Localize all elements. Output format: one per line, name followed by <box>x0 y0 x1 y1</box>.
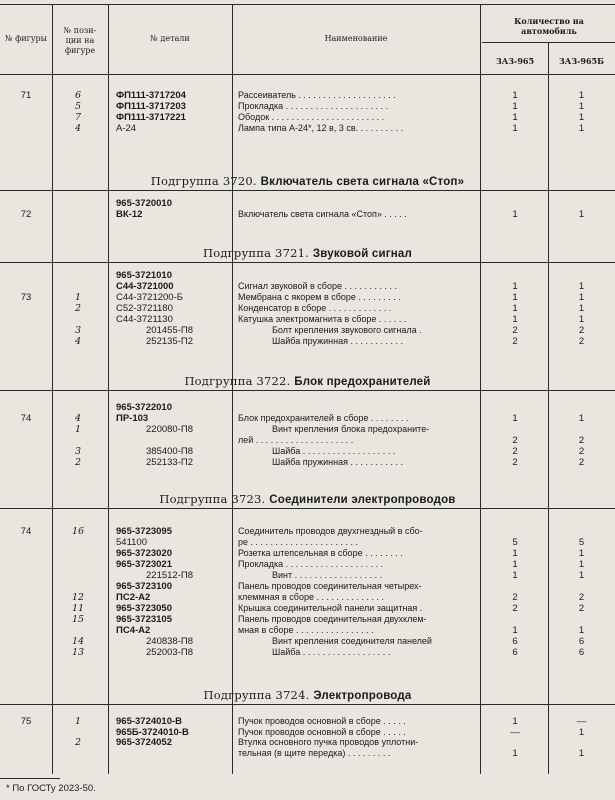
position-number: 1 <box>74 716 82 727</box>
header-pos: № пози-ции на фигуре <box>63 26 97 55</box>
qty-zaz-965b: 6 <box>578 647 585 658</box>
part-name: Катушка электромагнита в сборе . . . . . . <box>238 314 407 324</box>
figure-number: 74 <box>20 413 32 424</box>
section-rule <box>0 390 615 391</box>
header-fig: № фигуры <box>4 34 48 43</box>
table-row <box>0 446 615 457</box>
table-row <box>0 748 615 759</box>
qty-zaz-965b: 1 <box>578 303 585 314</box>
subgroup-number: Подгруппа 3724. <box>203 688 314 702</box>
figure-number: 71 <box>20 90 32 101</box>
qty-zaz-965: 2 <box>512 592 518 603</box>
qty-zaz-965: 1 <box>512 413 518 424</box>
qty-zaz-965b: — <box>576 716 587 727</box>
position-number: 3 <box>74 325 82 336</box>
subgroup-title <box>0 246 615 260</box>
part-number: 252135-П2 <box>146 336 193 347</box>
qty-zaz-965: 1 <box>512 112 518 123</box>
qty-zaz-965b: 2 <box>578 325 585 336</box>
position-number: 6 <box>74 90 82 101</box>
table-row <box>0 592 615 603</box>
table-row <box>0 614 615 625</box>
header-model-2: ЗАЗ-965Б <box>559 56 604 66</box>
header-part: № детали <box>150 34 190 43</box>
table-row <box>0 90 615 101</box>
qty-zaz-965b: 1 <box>578 101 585 112</box>
part-number: 221512-П8 <box>146 570 193 581</box>
table-row <box>0 537 615 548</box>
table-row <box>0 581 615 592</box>
qty-zaz-965b: 1 <box>578 281 585 292</box>
part-number: ПС2-А2 <box>116 592 151 603</box>
part-number: ФП111-3717221 <box>116 112 186 123</box>
qty-zaz-965b: 2 <box>578 457 585 468</box>
table-row <box>0 526 615 537</box>
position-number: 2 <box>74 737 82 748</box>
table-row <box>0 270 615 281</box>
part-number: 965-3723095 <box>116 526 172 537</box>
qty-zaz-965b: 1 <box>578 570 585 581</box>
position-number: 16 <box>71 526 85 537</box>
part-name: Панель проводов соединительная двухклем- <box>238 614 427 624</box>
part-number: 965-3720010 <box>116 198 172 209</box>
table-row <box>0 314 615 325</box>
table-row <box>0 325 615 336</box>
section-rule <box>0 190 615 191</box>
table-row <box>0 123 615 134</box>
subgroup-number: Подгруппа 3723. <box>159 492 270 506</box>
part-name: Пучок проводов основной в сборе . . . . . <box>238 716 406 726</box>
header-bottom-rule <box>0 74 615 75</box>
part-number: 965-3723021 <box>116 559 172 570</box>
qty-zaz-965b: 1 <box>578 548 585 559</box>
table-row <box>0 435 615 446</box>
footnote: * По ГОСТу 2023-50. <box>6 783 96 794</box>
figure-number: 73 <box>20 292 32 303</box>
header-model-1: ЗАЗ-965 <box>495 56 535 66</box>
table-row <box>0 727 615 738</box>
part-name: Пучок проводов основной в сборе . . . . . <box>238 726 406 737</box>
qty-zaz-965: 6 <box>512 647 518 658</box>
subgroup-number: Подгруппа 3720. <box>150 174 261 188</box>
figure-number: 74 <box>20 526 32 537</box>
position-number: 2 <box>74 303 82 314</box>
part-number: ФП111-3717203 <box>116 101 186 112</box>
qty-zaz-965: 1 <box>512 209 518 220</box>
qty-zaz-965b: 2 <box>578 592 585 603</box>
part-name: лей . . . . . . . . . . . . . . . . . . . . <box>238 435 354 445</box>
part-number: ВК-12 <box>116 209 143 220</box>
table-row <box>0 413 615 424</box>
part-number: 965-3724052 <box>116 737 172 748</box>
qty-zaz-965: 6 <box>512 636 518 647</box>
part-number: 965-3721010 <box>116 270 172 281</box>
part-number: С44-3721130 <box>116 314 173 325</box>
table-row <box>0 281 615 292</box>
qty-zaz-965b: 1 <box>578 413 585 424</box>
table-row <box>0 209 615 220</box>
table-row <box>0 457 615 468</box>
table-row <box>0 603 615 614</box>
qty-zaz-965b: 2 <box>578 336 585 347</box>
table-row <box>0 570 615 581</box>
subgroup-name: Соединители электропроводов <box>269 494 456 506</box>
qty-zaz-965: 1 <box>512 716 518 727</box>
part-name: Розетка штепсельная в сборе . . . . . . . . <box>238 548 403 558</box>
part-name: Ободок . . . . . . . . . . . . . . . . . . . . . . . <box>238 112 385 122</box>
table-row <box>0 559 615 570</box>
part-name: Болт крепления звукового сигнала . <box>272 325 422 335</box>
qty-zaz-965b: 5 <box>578 537 585 548</box>
qty-zaz-965b: 1 <box>578 90 585 101</box>
qty-zaz-965: 1 <box>512 90 518 101</box>
qty-zaz-965: 1 <box>512 314 518 325</box>
qty-zaz-965: 1 <box>512 101 518 112</box>
subgroup-number: Подгруппа 3721. <box>203 246 313 260</box>
qty-zaz-965: 1 <box>512 548 518 559</box>
part-number: 965-3724010-В <box>116 716 183 727</box>
table-row <box>0 424 615 435</box>
position-number: 13 <box>71 647 85 658</box>
qty-zaz-965b: 1 <box>578 747 585 759</box>
part-number: 220080-П8 <box>146 424 193 435</box>
qty-zaz-965b: 1 <box>578 112 585 123</box>
qty-zaz-965b: 1 <box>578 559 585 570</box>
position-number: 1 <box>74 424 82 435</box>
position-number: 4 <box>74 413 82 424</box>
part-name: Сигнал звуковой в сборе . . . . . . . . . . . <box>238 281 397 291</box>
position-number: 2 <box>74 457 82 468</box>
position-number: 3 <box>74 446 82 457</box>
part-number: ПС4-А2 <box>116 625 151 636</box>
table-row <box>0 647 615 658</box>
table-row <box>0 112 615 123</box>
qty-zaz-965b: 1 <box>578 726 585 738</box>
section-rule <box>0 704 615 705</box>
header-name: Наименование <box>324 34 388 43</box>
part-number: 965-3723100 <box>116 581 172 592</box>
header-top-rule <box>0 4 615 5</box>
position-number: 4 <box>74 336 82 347</box>
qty-zaz-965: 1 <box>512 281 518 292</box>
position-number: 11 <box>71 603 85 614</box>
table-row <box>0 292 615 303</box>
qty-zaz-965: 2 <box>512 325 518 336</box>
part-name: Мембрана с якорем в сборе . . . . . . . . . <box>238 292 401 302</box>
position-number: 7 <box>74 112 82 123</box>
figure-number: 72 <box>20 209 32 220</box>
part-name: Втулка основного пучка проводов уплотни- <box>238 737 419 747</box>
part-number: ПР-103 <box>116 413 149 424</box>
part-name: Лампа типа А-24*, 12 в, 3 св. . . . . . . . . . <box>238 123 404 133</box>
qty-zaz-965: 2 <box>512 603 518 614</box>
table-row <box>0 548 615 559</box>
qty-zaz-965b: 1 <box>578 123 585 134</box>
part-name: Шайба пружинная . . . . . . . . . . . <box>272 457 403 467</box>
qty-zaz-965b: 2 <box>578 603 585 614</box>
position-number: 12 <box>71 592 85 603</box>
subgroup-name: Электропровода <box>313 690 412 702</box>
qty-zaz-965: 1 <box>512 559 518 570</box>
qty-zaz-965b: 1 <box>578 292 585 303</box>
part-name: Конденсатор в сборе . . . . . . . . . . . . . <box>238 303 392 313</box>
qty-zaz-965: 1 <box>512 625 518 636</box>
part-number: 240838-П8 <box>146 636 193 647</box>
table-row <box>0 101 615 112</box>
header-qty: Количество на автомобиль <box>514 16 584 36</box>
part-name: Винт . . . . . . . . . . . . . . . . . . <box>272 570 383 580</box>
subgroup-name: Включатель света сигнала «Стоп» <box>260 176 465 188</box>
part-number: С44-3721000 <box>116 281 174 292</box>
position-number: 15 <box>71 614 85 625</box>
qty-zaz-965b: 6 <box>578 636 585 647</box>
qty-zaz-965: 1 <box>512 747 518 759</box>
table-row <box>0 737 615 748</box>
table-row <box>0 402 615 413</box>
qty-zaz-965b: 2 <box>578 435 585 446</box>
table-row <box>0 336 615 347</box>
part-number: А-24 <box>116 123 137 134</box>
part-name: Шайба . . . . . . . . . . . . . . . . . . <box>272 647 391 657</box>
table-row <box>0 625 615 636</box>
subgroup-title <box>0 492 615 506</box>
subgroup-title <box>0 688 615 702</box>
part-number: С52-3721180 <box>116 303 173 314</box>
part-number: 965-3722010 <box>116 402 172 413</box>
position-number: 14 <box>71 636 85 647</box>
part-number: 965-3723020 <box>116 548 172 559</box>
part-name: ре . . . . . . . . . . . . . . . . . . . . . . <box>238 537 359 547</box>
subgroup-title <box>0 174 615 188</box>
qty-zaz-965b: 1 <box>578 209 585 220</box>
qty-zaz-965: 1 <box>512 292 518 303</box>
part-number: 252003-П8 <box>146 647 193 658</box>
part-name: Прокладка . . . . . . . . . . . . . . . . . . . . <box>238 559 384 569</box>
table-row <box>0 198 615 209</box>
qty-zaz-965: 2 <box>512 435 518 446</box>
qty-zaz-965: 1 <box>512 123 518 134</box>
qty-zaz-965: — <box>510 726 520 738</box>
part-name: Соединитель проводов двухгнездный в сбо- <box>238 526 423 536</box>
position-number: 4 <box>74 123 82 134</box>
part-name: Винт крепления блока предохраните- <box>272 424 430 434</box>
part-name: Прокладка . . . . . . . . . . . . . . . . . . . . . <box>238 101 389 111</box>
part-name: клеммная в сборе . . . . . . . . . . . . . . <box>238 592 384 602</box>
part-number: 965-3723050 <box>116 603 172 614</box>
part-name: мная в сборе . . . . . . . . . . . . . . . . <box>238 625 374 635</box>
table-row <box>0 303 615 314</box>
part-number: ФП111-3717204 <box>116 90 186 101</box>
qty-zaz-965: 5 <box>512 537 518 548</box>
qty-zaz-965b: 1 <box>578 625 585 636</box>
part-name: Крышка соединительной панели защитная . <box>238 603 423 613</box>
part-number: 541100 <box>116 537 147 548</box>
qty-zaz-965b: 1 <box>578 314 585 325</box>
part-number: 965-3723105 <box>116 614 172 625</box>
subgroup-name: Звуковой сигнал <box>312 248 412 260</box>
qty-zaz-965b: 2 <box>578 446 585 457</box>
part-name: Винт крепления соединителя панелей <box>272 636 432 646</box>
part-number: 965Б-3724010-В <box>116 726 189 738</box>
part-name: Рассеиватель . . . . . . . . . . . . . . . . . . . . <box>238 90 396 100</box>
part-name: Шайба . . . . . . . . . . . . . . . . . . . <box>272 446 396 456</box>
subgroup-number: Подгруппа 3722. <box>184 374 295 388</box>
part-name: Панель проводов соединительная четырех- <box>238 581 422 591</box>
subgroup-name: Блок предохранителей <box>294 376 431 388</box>
table-row <box>0 636 615 647</box>
part-name: тельная (в щите передка) . . . . . . . . . <box>238 747 391 758</box>
part-number: 385400-П8 <box>146 446 193 457</box>
part-name: Шайба пружинная . . . . . . . . . . . <box>272 336 403 346</box>
table-row <box>0 716 615 727</box>
qty-zaz-965: 2 <box>512 457 518 468</box>
footnote-rule <box>0 778 60 779</box>
qty-zaz-965: 2 <box>512 336 518 347</box>
position-number: 5 <box>74 101 82 112</box>
qty-zaz-965: 1 <box>512 570 518 581</box>
qty-zaz-965: 2 <box>512 446 518 457</box>
part-number: 252133-П2 <box>146 457 193 468</box>
figure-number: 75 <box>20 716 32 727</box>
section-rule <box>0 508 615 509</box>
part-number: С44-3721200-Б <box>116 292 183 303</box>
section-rule <box>0 262 615 263</box>
part-number: 201455-П8 <box>146 325 193 336</box>
position-number: 1 <box>74 292 82 303</box>
qty-zaz-965: 1 <box>512 303 518 314</box>
part-name: Блок предохранителей в сборе . . . . . . . . <box>238 413 409 423</box>
subgroup-title <box>0 374 615 388</box>
part-name: Включатель света сигнала «Стоп» . . . . . <box>238 209 407 219</box>
